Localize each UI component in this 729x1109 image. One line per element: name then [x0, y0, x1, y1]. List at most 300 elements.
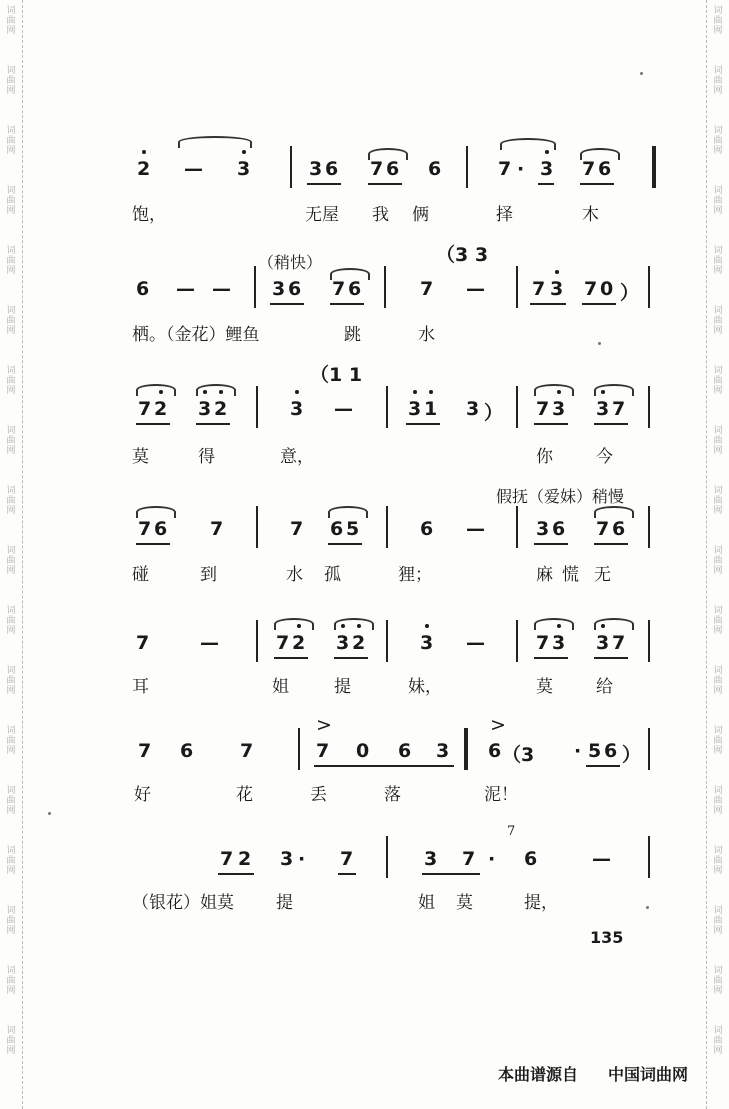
watermark-char: 网	[6, 1046, 16, 1056]
section-annotation: 假抚（爱妹）稍慢	[496, 487, 625, 506]
watermark-char: 词	[6, 546, 16, 556]
watermark-char: 词	[6, 126, 16, 136]
lyric: 给	[596, 677, 613, 697]
underline	[136, 423, 170, 425]
watermark-block	[707, 546, 729, 576]
note: 6	[180, 740, 194, 762]
barline	[648, 836, 650, 878]
watermark-char: 网	[713, 746, 723, 756]
lyric: 麻	[536, 565, 553, 585]
watermark-char: 曲	[713, 76, 723, 86]
watermark-block	[0, 906, 22, 936]
barline	[652, 146, 656, 188]
dash: —	[592, 848, 611, 870]
note: 7	[596, 518, 610, 540]
watermark-char: 曲	[6, 856, 16, 866]
watermark-char: 词	[6, 846, 16, 856]
watermark-char: 网	[6, 746, 16, 756]
note: 3	[237, 158, 250, 180]
watermark-char: 词	[6, 966, 16, 976]
note: 7	[316, 740, 330, 762]
note: 2	[214, 398, 227, 420]
tempo-marking: （稍快）	[258, 253, 323, 272]
watermark-block	[707, 726, 729, 756]
note: 5	[346, 518, 360, 540]
note: 3	[198, 398, 211, 420]
note: 6	[488, 740, 502, 762]
watermark-block	[707, 786, 729, 816]
watermark-char: 网	[713, 266, 723, 276]
watermark-char: 网	[6, 386, 16, 396]
dash: —	[212, 278, 231, 300]
watermark-block	[0, 66, 22, 96]
watermark-char: 网	[713, 206, 723, 216]
watermark-char: 曲	[713, 916, 723, 926]
watermark-char: 网	[713, 986, 723, 996]
note: 6	[398, 740, 412, 762]
watermark-char: 网	[6, 506, 16, 516]
watermark-char: 曲	[713, 136, 723, 146]
watermark-char: 词	[713, 66, 723, 76]
watermark-block	[707, 186, 729, 216]
barline	[386, 386, 388, 428]
note: 7	[582, 158, 596, 180]
lyric: 丢	[310, 785, 327, 805]
watermark-char: 曲	[6, 136, 16, 146]
lyric: 姐	[418, 893, 435, 913]
watermark-char: 词	[6, 1026, 16, 1036]
lyric: 得	[198, 447, 215, 467]
watermark-block	[707, 1026, 729, 1056]
note: 3	[408, 398, 421, 420]
note: 7	[612, 398, 626, 420]
note: 3	[540, 158, 553, 180]
note: 3	[550, 278, 563, 300]
note: 6	[348, 278, 362, 300]
print-speck	[598, 342, 601, 345]
note: 6	[330, 518, 344, 540]
note: 7	[210, 518, 224, 540]
paren: ）	[484, 402, 504, 424]
underline	[136, 543, 170, 545]
watermark-char: 网	[6, 986, 16, 996]
note: 0	[600, 278, 614, 300]
note: 5	[588, 740, 602, 762]
note: 3	[436, 740, 450, 762]
watermark-block	[0, 546, 22, 576]
barline	[516, 620, 518, 662]
underline	[422, 873, 480, 875]
watermark-block	[707, 126, 729, 156]
note: 3	[552, 398, 565, 420]
watermark-char: 词	[713, 306, 723, 316]
barline	[466, 146, 468, 188]
watermark-block	[707, 366, 729, 396]
barline	[384, 266, 386, 308]
lyric: 择	[496, 205, 513, 225]
watermark-block	[707, 66, 729, 96]
watermark-char: 词	[713, 246, 723, 256]
note: 2	[137, 158, 150, 180]
lyric: 姐	[272, 677, 289, 697]
lyric: 跳	[344, 325, 361, 345]
note: 3	[424, 848, 438, 870]
watermark-block	[707, 666, 729, 696]
lyric: 水	[418, 325, 435, 345]
lyric: 慌	[562, 565, 579, 585]
watermark-char: 词	[6, 786, 16, 796]
lyric: 孤	[324, 565, 341, 585]
watermark-char: 网	[713, 806, 723, 816]
slur	[196, 384, 236, 396]
lyric: 无屋	[305, 205, 339, 225]
print-speck	[640, 72, 643, 75]
watermark-char: 曲	[713, 736, 723, 746]
watermark-char: 曲	[713, 196, 723, 206]
note: 3	[552, 632, 565, 654]
watermark-char: 曲	[6, 796, 16, 806]
watermark-block	[707, 486, 729, 516]
watermark-char: 网	[713, 86, 723, 96]
watermark-char: 曲	[6, 976, 16, 986]
barline	[298, 728, 300, 770]
underline	[307, 183, 341, 185]
slur	[136, 506, 176, 518]
lyric: 莫	[132, 447, 149, 467]
lyric: 莫	[456, 893, 473, 913]
watermark-char: 网	[6, 866, 16, 876]
underline	[330, 303, 364, 305]
lyric: 提	[276, 893, 293, 913]
note: 7	[240, 740, 254, 762]
watermark-char: 词	[713, 1026, 723, 1036]
watermark-char: 网	[713, 506, 723, 516]
watermark-char: 曲	[6, 1036, 16, 1046]
watermark-char: 曲	[6, 16, 16, 26]
dot: ·	[574, 740, 582, 762]
dash: —	[176, 278, 195, 300]
watermark-char: 曲	[713, 1036, 723, 1046]
watermark-char: 词	[713, 606, 723, 616]
slur	[594, 384, 634, 396]
barline	[386, 620, 388, 662]
note: 7	[340, 848, 354, 870]
watermark-block	[707, 606, 729, 636]
lyric: 意，	[280, 447, 314, 467]
watermark-char: 网	[6, 566, 16, 576]
watermark-char: 词	[713, 726, 723, 736]
lyric: 提，	[524, 893, 558, 913]
underline	[406, 423, 440, 425]
underline	[530, 303, 566, 305]
watermark-char: 曲	[713, 376, 723, 386]
dash: —	[184, 158, 203, 180]
lyric: 花	[236, 785, 253, 805]
watermark-char: 网	[6, 26, 16, 36]
watermark-char: 曲	[6, 76, 16, 86]
watermark-block	[0, 666, 22, 696]
watermark-block	[0, 966, 22, 996]
watermark-char: 曲	[713, 796, 723, 806]
watermark-char: 词	[713, 186, 723, 196]
barline	[256, 620, 258, 662]
intro-annotation: （1 1	[310, 364, 363, 386]
slur	[534, 384, 574, 396]
watermark-char: 词	[713, 426, 723, 436]
intro-annotation: （3 3	[436, 244, 489, 266]
slur	[136, 384, 176, 396]
note: 6	[428, 158, 442, 180]
watermark-char: 曲	[713, 496, 723, 506]
underline	[538, 183, 554, 185]
watermark-char: 网	[713, 686, 723, 696]
watermark-char: 词	[6, 486, 16, 496]
lyric: （银花）姐莫	[132, 893, 234, 913]
note: 6	[552, 518, 566, 540]
watermark-block	[0, 426, 22, 456]
watermark-block	[707, 966, 729, 996]
underline	[338, 873, 356, 875]
watermark-char: 网	[6, 626, 16, 636]
watermark-char: 网	[6, 446, 16, 456]
lyric: 栖。（金花）鲤鱼	[132, 325, 260, 345]
note: 7	[220, 848, 234, 870]
watermark-char: 词	[6, 306, 16, 316]
note: 0	[356, 740, 370, 762]
dot: ·	[488, 848, 496, 870]
lyric: 水	[286, 565, 303, 585]
dot: ·	[517, 158, 525, 180]
note: 3	[309, 158, 323, 180]
slur	[334, 618, 374, 630]
note: 6	[136, 278, 150, 300]
watermark-char: 词	[713, 966, 723, 976]
lyric: 狸；	[398, 565, 432, 585]
watermark-char: 曲	[6, 496, 16, 506]
watermark-char: 网	[713, 146, 723, 156]
note: 2	[154, 398, 167, 420]
note: 7	[612, 632, 626, 654]
watermark-char: 曲	[6, 676, 16, 686]
watermark-char: 网	[713, 926, 723, 936]
watermark-char: 网	[713, 446, 723, 456]
note: 2	[352, 632, 365, 654]
underline	[594, 423, 628, 425]
slur	[534, 618, 574, 630]
watermark-char: 曲	[713, 976, 723, 986]
watermark-char: 曲	[6, 196, 16, 206]
watermark-char: 网	[713, 626, 723, 636]
watermark-char: 词	[6, 246, 16, 256]
note: 3	[336, 632, 349, 654]
watermark-block	[707, 426, 729, 456]
lyric: 今	[596, 447, 613, 467]
lyric: 泥！	[484, 785, 518, 805]
barline	[516, 266, 518, 308]
barline	[256, 386, 258, 428]
watermark-char: 曲	[6, 256, 16, 266]
note: 7	[462, 848, 476, 870]
watermark-char: 词	[713, 546, 723, 556]
lyric: 饱，	[132, 205, 166, 225]
note: 7	[584, 278, 598, 300]
underline	[274, 657, 308, 659]
watermark-char: 曲	[6, 316, 16, 326]
note: 6	[288, 278, 302, 300]
watermark-block	[0, 246, 22, 276]
watermark-char: 词	[713, 486, 723, 496]
watermark-char: 词	[6, 186, 16, 196]
barline	[648, 728, 650, 770]
watermark-char: 词	[6, 66, 16, 76]
watermark-char: 网	[713, 386, 723, 396]
note: 6	[524, 848, 538, 870]
dot: ·	[298, 848, 306, 870]
watermark-char: 曲	[6, 616, 16, 626]
lyric: 妹，	[408, 677, 442, 697]
note: 7	[420, 278, 434, 300]
paren: ）	[620, 282, 640, 304]
dash: —	[466, 518, 485, 540]
underline	[594, 657, 628, 659]
watermark-char: 词	[6, 606, 16, 616]
note: 2	[238, 848, 252, 870]
watermark-char: 网	[6, 86, 16, 96]
watermark-char: 词	[6, 666, 16, 676]
barline	[648, 266, 650, 308]
note: 3	[280, 848, 294, 870]
source-brand-link[interactable]: 中国词曲网	[608, 1065, 689, 1084]
watermark-block	[707, 846, 729, 876]
note: 3	[466, 398, 480, 420]
underline	[586, 765, 620, 767]
watermark-block	[0, 366, 22, 396]
watermark-block	[0, 606, 22, 636]
page-number: 135	[590, 928, 624, 947]
dash: —	[200, 632, 219, 654]
lyric: 好	[134, 785, 151, 805]
barline	[648, 386, 650, 428]
accent-mark: >	[316, 714, 332, 736]
lyric: 耳	[132, 677, 149, 697]
underline	[328, 543, 362, 545]
watermark-block	[0, 306, 22, 336]
dash: —	[466, 632, 485, 654]
watermark-block	[707, 6, 729, 36]
barline	[648, 620, 650, 662]
accent-mark: >	[490, 714, 506, 736]
dash: —	[334, 398, 353, 420]
print-speck	[646, 906, 649, 909]
watermark-block	[0, 726, 22, 756]
watermark-char: 网	[6, 926, 16, 936]
watermark-block	[707, 306, 729, 336]
underline	[218, 873, 254, 875]
note: 3	[272, 278, 286, 300]
paren: ）	[622, 744, 642, 766]
underline	[270, 303, 304, 305]
watermark-char: 曲	[713, 556, 723, 566]
watermark-block	[707, 246, 729, 276]
barline	[256, 506, 258, 548]
note: 7	[136, 632, 150, 654]
note: 3	[596, 398, 609, 420]
underline	[534, 657, 568, 659]
watermark-char: 词	[6, 726, 16, 736]
slur	[594, 506, 634, 518]
barline	[516, 386, 518, 428]
watermark-char: 词	[6, 366, 16, 376]
underline	[582, 303, 616, 305]
barline	[290, 146, 292, 188]
note: （3	[502, 744, 535, 766]
watermark-char: 词	[6, 906, 16, 916]
note: 7	[370, 158, 384, 180]
watermark-char: 曲	[713, 856, 723, 866]
watermark-char: 网	[713, 26, 723, 36]
slur	[500, 138, 556, 150]
note: 7	[138, 740, 152, 762]
watermark-block	[0, 186, 22, 216]
watermark-char: 曲	[6, 556, 16, 566]
barline	[386, 506, 388, 548]
watermark-char: 曲	[713, 616, 723, 626]
watermark-char: 曲	[713, 316, 723, 326]
watermark-char: 网	[6, 806, 16, 816]
watermark-char: 网	[6, 266, 16, 276]
watermark-block	[0, 6, 22, 36]
note: 3	[536, 518, 550, 540]
watermark-char: 曲	[713, 16, 723, 26]
note: 1	[424, 398, 437, 420]
note: 7	[290, 518, 304, 540]
watermark-char: 网	[6, 686, 16, 696]
watermark-char: 曲	[6, 916, 16, 926]
watermark-char: 词	[713, 6, 723, 16]
watermark-char: 词	[6, 426, 16, 436]
lyric: 提	[334, 677, 351, 697]
watermark-char: 词	[6, 6, 16, 16]
note: 7	[532, 278, 546, 300]
watermark-char: 词	[713, 366, 723, 376]
lyric: 碰	[132, 565, 149, 585]
underline	[368, 183, 402, 185]
watermark-block	[0, 126, 22, 156]
watermark-block	[0, 846, 22, 876]
watermark-char: 网	[713, 566, 723, 576]
watermark-char: 网	[6, 206, 16, 216]
note: 6	[612, 518, 626, 540]
barline	[648, 506, 650, 548]
underline	[534, 423, 568, 425]
note: 6	[598, 158, 612, 180]
lyric: 你	[536, 447, 553, 467]
note: 7	[332, 278, 346, 300]
watermark-char: 词	[713, 666, 723, 676]
watermark-char: 曲	[713, 256, 723, 266]
note: 6	[420, 518, 434, 540]
watermark-char: 曲	[713, 676, 723, 686]
underline	[580, 183, 614, 185]
note: 3	[420, 632, 433, 654]
note: 6	[386, 158, 400, 180]
source-label: 本曲谱源自	[498, 1065, 579, 1084]
underline	[534, 543, 568, 545]
slur	[328, 506, 368, 518]
watermark-char: 词	[713, 906, 723, 916]
watermark-char: 曲	[6, 376, 16, 386]
lyric: 落	[384, 785, 401, 805]
